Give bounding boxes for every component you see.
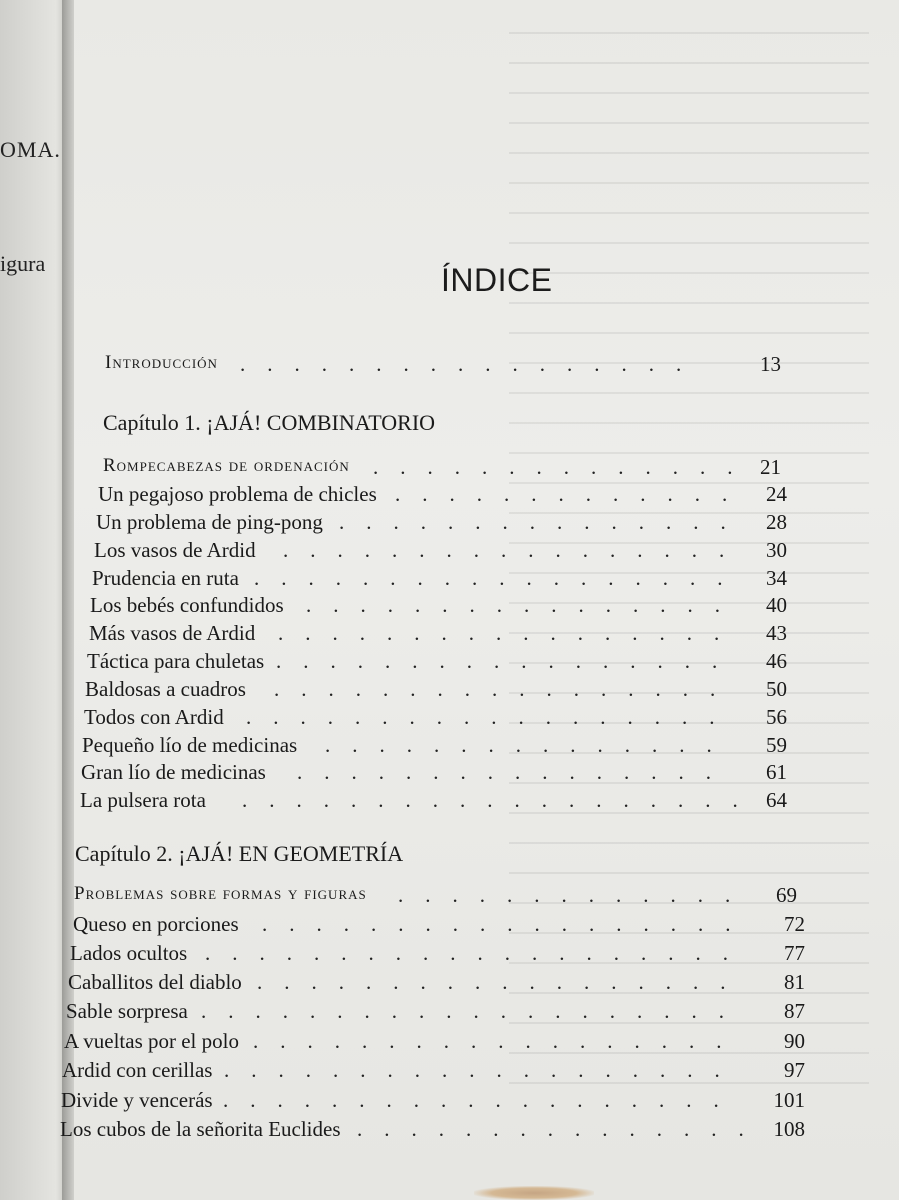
toc-page-number: 64 [766,788,787,812]
toc-entry-label: Sable sorpresa [66,999,188,1023]
toc-page-number: 34 [766,566,787,590]
dot-leaders: ................... [224,1058,742,1082]
toc-page-number: 108 [773,1117,805,1141]
toc-entry-label: Ardid con cerillas [62,1058,213,1082]
toc-entry [89,621,787,651]
toc-page-number: 97 [784,1058,805,1082]
toc-page-number: 56 [766,705,787,729]
toc-page-number: 28 [766,510,787,534]
toc-page-number: 40 [766,593,787,617]
left-page-fragment: igura [0,251,46,276]
dot-leaders: ................... [242,788,760,812]
toc-page-number: 59 [766,733,787,757]
chapter-heading: Capítulo 1. ¡AJÁ! COMBINATORIO [103,410,436,435]
toc-entry-label: Más vasos de Ardid [89,621,256,645]
left-page-fragment: OMA. [0,137,61,162]
toc-entry-label: Los vasos de Ardid [94,538,256,562]
toc-entry-label: Táctica para chuletas [87,649,265,673]
toc-entry [70,941,805,971]
dot-leaders: .................. [254,566,745,590]
left-page [0,0,70,1200]
toc-entry-label: Lados ocultos [70,941,188,965]
index-page [60,0,899,1200]
toc-entry [68,970,805,1000]
toc-entry [96,510,787,540]
dot-leaders: ................ [297,760,733,784]
dot-leaders: ............... [339,510,748,534]
toc-page-number: 46 [766,649,787,673]
dot-leaders: ................. [283,538,747,562]
toc-page-number: 101 [773,1088,805,1112]
toc-entry-label: Baldosas a cuadros [85,677,246,701]
dot-leaders: .................. [262,912,753,936]
toc-page-number: 30 [766,538,787,562]
toc-page-number: 90 [784,1029,805,1053]
toc-entry [105,352,781,382]
toc-page-number: 24 [766,482,787,506]
toc-entry [90,593,787,623]
page-title: ÍNDICE [441,262,553,298]
dot-leaders: ................. [240,352,704,376]
toc-entry [60,1117,805,1147]
toc-entry-label: Pequeño lío de medicinas [82,733,298,757]
toc-entry [80,788,787,818]
toc-entry [85,677,787,707]
toc-page-number: 72 [784,912,805,936]
toc-entry-label: Prudencia en ruta [92,566,239,590]
toc-entry [62,1058,805,1088]
toc-entry-label: Divide y vencerás [61,1088,213,1112]
bottom-shadow [474,1186,594,1200]
toc-entry [98,482,787,512]
dot-leaders: ................... [223,1088,741,1112]
toc-page-number: 13 [760,352,781,376]
toc-entry-label: Todos con Ardid [84,705,224,729]
toc-entry-label: Un pegajoso problema de chicles [98,482,377,506]
toc-entry [87,649,787,679]
toc-page-number: 61 [766,760,787,784]
toc-page-number: 50 [766,677,787,701]
toc-entry-label: La pulsera rota [80,788,206,812]
toc-entry [73,912,805,942]
toc-section-label: Problemas sobre formas y figuras [74,883,367,904]
toc-entry [94,538,787,568]
toc-entry [84,705,787,735]
chapter-heading: Capítulo 2. ¡AJÁ! EN GEOMETRÍA [75,841,404,866]
toc-page-number: 21 [760,455,781,479]
toc-entry-label: Un problema de ping-pong [96,510,323,534]
dot-leaders: ............. [395,482,750,506]
toc-entry-label: Los bebés confundidos [90,593,284,617]
toc-entry [82,733,787,763]
toc-entry [81,760,787,790]
dot-leaders: .................... [205,941,750,965]
toc-page-number: 69 [776,883,797,907]
dot-leaders: ................. [274,677,738,701]
toc-entry [92,566,787,596]
dot-leaders: .................. [257,970,748,994]
toc-entry-label: Caballitos del diablo [68,970,242,994]
toc-entry-label: Los cubos de la señorita Euclides [60,1117,341,1141]
toc-page-number: 87 [784,999,805,1023]
toc-section-label: Rompecabezas de ordenación [103,455,350,476]
toc-entry-label: Introducción [105,352,218,373]
dot-leaders: ................ [306,593,742,617]
dot-leaders: .............. [373,455,755,479]
dot-leaders: .................. [253,1029,744,1053]
toc-entry [64,1029,805,1059]
toc-entry-label: Queso en porciones [73,912,239,936]
toc-entry [61,1088,805,1118]
dot-leaders: ............... [357,1117,766,1141]
toc-entry [66,999,805,1029]
toc-entry-label: Gran lío de medicinas [81,760,266,784]
dot-leaders: ................. [276,649,740,673]
dot-leaders: .................... [201,999,746,1023]
toc-page-number: 77 [784,941,805,965]
dot-leaders: ................. [278,621,742,645]
toc-page-number: 43 [766,621,787,645]
toc-section-row [74,883,797,913]
dot-leaders: .................. [246,705,737,729]
toc-entry-label: A vueltas por el polo [64,1029,239,1053]
toc-section-row [103,455,781,485]
dot-leaders: ............. [398,883,753,907]
dot-leaders: ............... [325,733,734,757]
toc-page-number: 81 [784,970,805,994]
